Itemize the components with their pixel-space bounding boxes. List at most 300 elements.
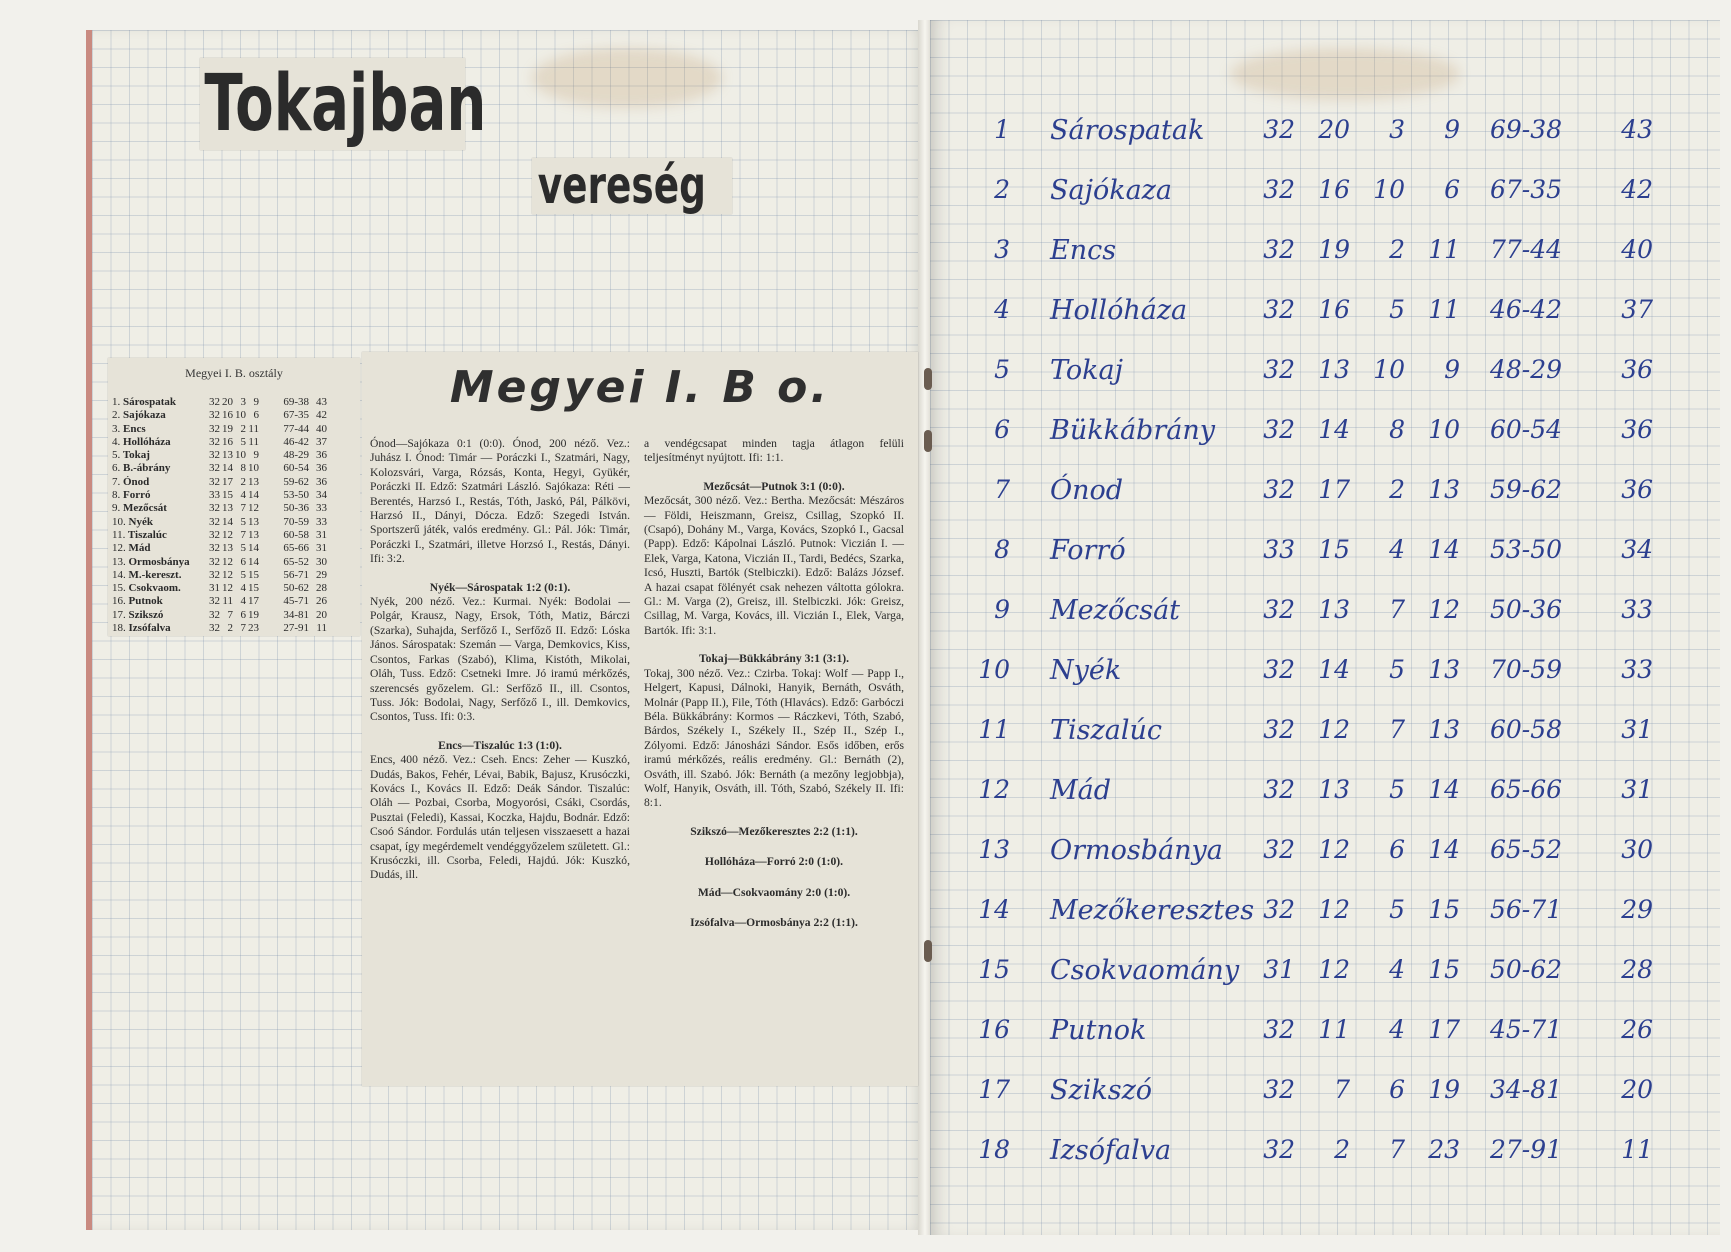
- team-name: Tokaj: [122, 449, 150, 462]
- goals: 50-36: [283, 502, 309, 515]
- hand-p: 32: [1263, 295, 1295, 324]
- hand-w: 15: [1318, 535, 1350, 564]
- hand-l: 11: [1428, 235, 1460, 264]
- hand-team: Szikszó: [1050, 1075, 1153, 1106]
- hand-w: 2: [1334, 1135, 1350, 1164]
- hand-goals: 60-58: [1490, 715, 1563, 744]
- team-cell: [112, 436, 207, 449]
- hand-team: Sajókaza: [1050, 175, 1173, 206]
- points: 33: [316, 502, 327, 515]
- hand-p: 32: [1263, 1015, 1295, 1044]
- hand-team: Tiszalúc: [1050, 715, 1162, 746]
- team-cell: [112, 622, 207, 635]
- hand-pts: 36: [1621, 355, 1653, 384]
- hand-p: 32: [1263, 355, 1295, 384]
- goals: 50-62: [283, 582, 309, 595]
- stat-d: 6: [240, 555, 246, 568]
- position: 8.: [112, 489, 121, 502]
- stat-p: 32: [209, 502, 220, 515]
- team-name: Forró: [123, 489, 151, 502]
- handwritten-row: [955, 715, 1731, 765]
- team-cell: [112, 502, 207, 515]
- team-name: Mezőcsát: [123, 502, 167, 515]
- stat-l: 10: [248, 462, 259, 475]
- team-cell: [112, 409, 207, 422]
- hand-p: 32: [1263, 595, 1295, 624]
- table-row: [108, 423, 360, 436]
- hand-pts: 33: [1621, 655, 1653, 684]
- stat-p: 32: [209, 435, 220, 448]
- headline-clipping-2: [532, 158, 732, 214]
- hand-goals: 65-52: [1490, 835, 1563, 864]
- match-heading: Nyék—Sárospatak 1:2 (0:1).: [429, 580, 571, 594]
- hand-pts: 36: [1621, 475, 1653, 504]
- hand-d: 6: [1389, 835, 1405, 864]
- hand-p: 32: [1263, 835, 1295, 864]
- goals: 60-54: [283, 462, 309, 475]
- table-row: [108, 542, 360, 555]
- hand-d: 7: [1389, 715, 1405, 744]
- stat-l: 23: [248, 622, 259, 635]
- table-row: [108, 609, 360, 622]
- article-paragraph: [370, 581, 630, 725]
- stat-l: 11: [248, 422, 259, 435]
- team-name: Nyék: [128, 515, 153, 528]
- hand-pos: 7: [994, 475, 1010, 504]
- hand-p: 32: [1263, 655, 1295, 684]
- hand-d: 4: [1389, 1015, 1405, 1044]
- goals: 77-44: [283, 422, 309, 435]
- position: 18.: [112, 622, 126, 635]
- position: 12.: [112, 542, 126, 555]
- team-cell: [112, 462, 207, 475]
- hand-pts: 42: [1621, 175, 1653, 204]
- stat-p: 32: [209, 409, 220, 422]
- stat-p: 32: [209, 555, 220, 568]
- match-result: Hollóháza—Forró 2:0 (1:0).: [704, 855, 844, 869]
- hand-team: Tokaj: [1050, 355, 1123, 386]
- points: 33: [316, 515, 327, 528]
- stat-l: 9: [253, 449, 259, 462]
- match-report: Ónod—Sajókaza 0:1 (0:0). Ónod, 200 néző. Vez.: Juhász I. Ónod: Timár — Poráczki I., Szatmári, Nagy, Kolozsvári, Varga, Rózsás, Konta, Hegyi, Gyükér, Poráczki II. Edző: Szatmári László. Sajókaza: Réti — Berentés, Harzsó I., Restás, Tóth, Jaskó, Pál, Pálkövi, Harzsó II., Dányi, Dócza. Edző: Szegedi István. Sportszerű játék, valós eredmény. Gl.: Pál. Jók: Timár, Poráczki I., Szatmári, illetve Horzsó I., Restás, Dányi. Ifi: 3:2.: [370, 437, 630, 566]
- hand-goals: 69-38: [1490, 115, 1563, 144]
- binding-ring: [924, 368, 932, 390]
- hand-team: Mád: [1050, 775, 1112, 806]
- team-cell: [112, 396, 207, 409]
- stat-l: 14: [248, 489, 259, 502]
- hand-goals: 53-50: [1490, 535, 1563, 564]
- hand-team: Bükkábrány: [1050, 415, 1215, 446]
- hand-pts: 20: [1621, 1075, 1653, 1104]
- team-name: Ormosbánya: [128, 555, 190, 568]
- goals: 65-52: [283, 555, 309, 568]
- article-column-2: [644, 437, 904, 946]
- hand-d: 6: [1389, 1075, 1405, 1104]
- hand-w: 14: [1318, 655, 1350, 684]
- hand-p: 32: [1263, 475, 1295, 504]
- stat-d: 7: [240, 622, 246, 635]
- position: 5.: [112, 449, 121, 462]
- hand-pos: 11: [978, 715, 1010, 744]
- hand-w: 19: [1318, 235, 1350, 264]
- hand-p: 32: [1263, 1075, 1295, 1104]
- stat-w: 14: [222, 462, 233, 475]
- hand-d: 7: [1389, 595, 1405, 624]
- goals: 27-91: [283, 622, 309, 635]
- hand-l: 10: [1428, 415, 1460, 444]
- hand-pos: 5: [994, 355, 1010, 384]
- handwritten-standings: [955, 115, 1731, 1195]
- hand-d: 5: [1389, 295, 1405, 324]
- stat-d: 8: [240, 462, 246, 475]
- team-cell: [112, 609, 207, 622]
- stat-l: 15: [248, 582, 259, 595]
- goals: 60-58: [283, 528, 309, 541]
- points: 30: [316, 555, 327, 568]
- points: 11: [316, 622, 327, 635]
- stat-p: 33: [209, 489, 220, 502]
- hand-pts: 40: [1621, 235, 1653, 264]
- hand-l: 13: [1428, 655, 1460, 684]
- handwritten-row: [955, 415, 1731, 465]
- hand-l: 6: [1444, 175, 1460, 204]
- table-row: [108, 622, 360, 635]
- table-row: [108, 462, 360, 475]
- hand-p: 31: [1263, 955, 1295, 984]
- team-cell: [112, 476, 207, 489]
- stat-l: 19: [248, 608, 259, 621]
- hand-d: 10: [1373, 175, 1405, 204]
- stat-w: 16: [222, 435, 233, 448]
- hand-pts: 33: [1621, 595, 1653, 624]
- team-name: M.-kereszt.: [128, 568, 182, 581]
- position: 16.: [112, 595, 126, 608]
- stat-p: 32: [209, 568, 220, 581]
- stat-w: 16: [222, 409, 233, 422]
- handwritten-row: [955, 775, 1731, 825]
- stat-w: 13: [222, 502, 233, 515]
- stat-w: 17: [222, 475, 233, 488]
- hand-pos: 17: [978, 1075, 1010, 1104]
- points: 34: [316, 489, 327, 502]
- hand-pts: 36: [1621, 415, 1653, 444]
- match-result: Szikszó—Mezőkeresztes 2:2 (1:1).: [690, 824, 858, 838]
- stat-d: 10: [235, 409, 246, 422]
- points: 26: [316, 595, 327, 608]
- hand-team: Encs: [1050, 235, 1117, 266]
- stat-w: 12: [222, 555, 233, 568]
- hand-w: 13: [1318, 595, 1350, 624]
- points: 36: [316, 475, 327, 488]
- hand-goals: 77-44: [1490, 235, 1563, 264]
- standings-caption: Megyei I. B. osztály: [185, 366, 283, 380]
- hand-goals: 56-71: [1490, 895, 1563, 924]
- stat-l: 11: [248, 435, 259, 448]
- stat-w: 12: [222, 582, 233, 595]
- hand-p: 32: [1263, 415, 1295, 444]
- hand-goals: 70-59: [1490, 655, 1563, 684]
- hand-team: Sárospatak: [1050, 115, 1205, 146]
- stain: [532, 48, 722, 108]
- goals: 70-59: [283, 515, 309, 528]
- stat-w: 19: [222, 422, 233, 435]
- hand-d: 5: [1389, 775, 1405, 804]
- goals: 45-71: [283, 595, 309, 608]
- hand-l: 14: [1428, 835, 1460, 864]
- hand-pts: 34: [1621, 535, 1653, 564]
- team-cell: [112, 556, 207, 569]
- stat-d: 4: [240, 489, 246, 502]
- hand-w: 12: [1318, 895, 1350, 924]
- handwritten-row: [955, 535, 1731, 585]
- position: 2.: [112, 409, 121, 422]
- handwritten-row: [955, 475, 1731, 525]
- table-row: [108, 595, 360, 608]
- hand-goals: 67-35: [1490, 175, 1563, 204]
- match-heading: Encs—Tiszalúc 1:3 (1:0).: [438, 738, 562, 752]
- hand-pos: 1: [994, 115, 1010, 144]
- stat-d: 5: [240, 435, 246, 448]
- hand-w: 14: [1318, 415, 1350, 444]
- team-name: Sárospatak: [123, 396, 176, 408]
- handwritten-row: [955, 655, 1731, 705]
- hand-l: 12: [1428, 595, 1460, 624]
- handwritten-row: [955, 355, 1731, 405]
- team-name: Ónod: [123, 475, 150, 488]
- handwritten-row: [955, 1075, 1731, 1125]
- stat-l: 12: [248, 502, 259, 515]
- position: 1.: [112, 396, 121, 408]
- stat-p: 32: [209, 422, 220, 435]
- hand-w: 17: [1318, 475, 1350, 504]
- stat-p: 32: [209, 595, 220, 608]
- team-cell: [112, 529, 207, 542]
- hand-d: 2: [1389, 235, 1405, 264]
- hand-w: 16: [1318, 175, 1350, 204]
- position: 4.: [112, 435, 121, 448]
- hand-l: 9: [1444, 355, 1460, 384]
- hand-goals: 65-66: [1490, 775, 1563, 804]
- binding-ring: [924, 430, 932, 452]
- table-row: [108, 556, 360, 569]
- headline-clipping-1: [200, 58, 487, 150]
- stat-w: 12: [222, 568, 233, 581]
- hand-p: 32: [1263, 1135, 1295, 1164]
- hand-team: Ónod: [1050, 475, 1124, 506]
- team-cell: [112, 449, 207, 462]
- match-report: Tokaj, 300 néző. Vez.: Czirba. Tokaj: Wolf — Papp I., Helgert, Kapusi, Dálnoki, Hanyik, Bernáth, Osváth, Molnár (Papp II.), File, Tóth (Hlavács). Edző: Garbóczi Béla. Bükkábrány: Kormos — Ráczkevi, Tóth, Szabó, Bárdos, Székely I., Székely II., Szép II., Szép I., Zólyomi. Edző: Jánosházi Sándor. Esős időben, erős iramú mérkőzés, reális eredmény. Gl.: Bernáth (2), Osváth, ill. Szabó. Jók: Bernáth (a mezőny legjobbja), Wolf, Hanyik, Osváth, ill. Tóth, Szabó, Székely II. Ifi: 8:1.: [644, 666, 904, 810]
- stat-w: 14: [222, 515, 233, 528]
- hand-team: Forró: [1050, 535, 1126, 566]
- stat-d: 5: [240, 542, 246, 555]
- stat-l: 14: [248, 542, 259, 555]
- handwritten-row: [955, 955, 1731, 1005]
- article-paragraph: [370, 437, 630, 567]
- team-name: Szikszó: [128, 608, 164, 621]
- hand-goals: 46-42: [1490, 295, 1563, 324]
- stat-d: 3: [240, 396, 246, 408]
- position: 13.: [112, 555, 126, 568]
- standings-clipping: [108, 358, 360, 636]
- handwritten-row: [955, 295, 1731, 345]
- goals: 59-62: [283, 475, 309, 488]
- team-name: Csokvaom.: [128, 582, 181, 595]
- stat-l: 6: [253, 409, 259, 422]
- hand-pos: 4: [994, 295, 1010, 324]
- stat-p: 32: [209, 608, 220, 621]
- match-result: Izsófalva—Ormosbánya 2:2 (1:1).: [690, 915, 858, 929]
- stat-d: 5: [240, 515, 246, 528]
- stat-p: 32: [209, 449, 220, 462]
- handwritten-row: [955, 115, 1731, 165]
- stat-l: 14: [248, 555, 259, 568]
- hand-d: 4: [1389, 955, 1405, 984]
- team-name: Sajókaza: [123, 409, 166, 422]
- position: 17.: [112, 608, 126, 621]
- team-name: Hollóháza: [123, 435, 171, 448]
- binding-ring: [924, 940, 932, 962]
- stat-p: 32: [209, 622, 220, 635]
- hand-goals: 45-71: [1490, 1015, 1563, 1044]
- points: 20: [316, 608, 327, 621]
- match-report: Nyék, 200 néző. Vez.: Kurmai. Nyék: Bodolai — Polgár, Krausz, Nagy, Ersok, Tóth, Matiz, Bárczi (Szarka), Suhajda, Serfőző I., Serfőző II. Edző: Lóska János. Sárospatak: Szemán — Varga, Demkovics, Kiss, Csontos, Farkas (Szabó), Klima, Kistóth, Mikolai, Oláh, Tuss. Edző: Csetneki Imre. Jó iramú mérkőzés, szerencsés győzelem. Gl.: Serfőző II., ill. Csontos, Tuss. Jók: Bodolai, Nagy, Serfőző I., ill. Demkovics, Csontos, Tuss. Ifi: 0:3.: [370, 595, 630, 724]
- match-report: a vendégcsapat minden tagja átlagon felüli teljesítményt nyújtott. Ifi: 1:1.: [644, 437, 904, 465]
- hand-l: 14: [1428, 535, 1460, 564]
- handwritten-row: [955, 175, 1731, 225]
- table-row: [108, 569, 360, 582]
- hand-team: Putnok: [1050, 1015, 1147, 1046]
- hand-l: 13: [1428, 475, 1460, 504]
- hand-team: Mezőkeresztes: [1050, 895, 1255, 926]
- team-cell: [112, 595, 207, 608]
- table-row: [108, 476, 360, 489]
- hand-l: 9: [1444, 115, 1460, 144]
- team-cell: [112, 569, 207, 582]
- table-row: [108, 449, 360, 462]
- hand-team: Csokvaomány: [1050, 955, 1240, 986]
- hand-l: 15: [1428, 895, 1460, 924]
- hand-d: 8: [1389, 415, 1405, 444]
- position: 10.: [112, 515, 126, 528]
- headline-line2: vereség: [537, 156, 706, 216]
- team-name: Encs: [123, 422, 146, 435]
- stat-d: 5: [240, 568, 246, 581]
- hand-pos: 16: [978, 1015, 1010, 1044]
- hand-goals: 34-81: [1490, 1075, 1563, 1104]
- goals: 65-66: [283, 542, 309, 555]
- table-row: [108, 436, 360, 449]
- table-row: [108, 396, 360, 409]
- hand-pos: 9: [994, 595, 1010, 624]
- points: 31: [316, 542, 327, 555]
- stat-p: 31: [209, 582, 220, 595]
- points: 40: [316, 422, 327, 435]
- article-paragraph: [644, 652, 904, 810]
- table-row: [108, 489, 360, 502]
- stat-w: 11: [222, 595, 233, 608]
- stat-p: 32: [209, 515, 220, 528]
- points: 42: [316, 409, 327, 422]
- hand-pos: 6: [994, 415, 1010, 444]
- stat-l: 9: [253, 396, 259, 408]
- team-cell: [112, 542, 207, 555]
- hand-w: 20: [1318, 115, 1350, 144]
- hand-pts: 30: [1621, 835, 1653, 864]
- hand-p: 32: [1263, 895, 1295, 924]
- match-report: Encs, 400 néző. Vez.: Cseh. Encs: Zeher — Kuszkó, Dudás, Bakos, Fehér, Lévai, Babik, Bajusz, Krusóczki, Kovács I., Kovács II. Edző: Deák Sándor. Tiszalúc: Oláh — Pozbai, Csorba, Mogyorósi, Csáki, Csordás, Pusztai (Feledi), Kassai, Koczka, Hajdu, Bodnár. Edző: Csoó Sándor. Fordulás után teljesen visszaesett a hazai csapat, így megérdemelt vendéggyőzelem született. Gl.: Krusóczki, ill. Csorba, Feledi, Hajdú. Jók: Kuszkó, Dudás, ill.: [370, 753, 630, 882]
- goals: 48-29: [283, 449, 309, 462]
- team-name: Mád: [128, 542, 151, 555]
- table-row: [108, 529, 360, 542]
- hand-pos: 14: [978, 895, 1010, 924]
- stat-d: 2: [240, 422, 246, 435]
- goals: 34-81: [283, 608, 309, 621]
- hand-d: 10: [1373, 355, 1405, 384]
- handwritten-row: [955, 895, 1731, 945]
- goals: 69-38: [283, 396, 309, 408]
- article-paragraph: [644, 437, 904, 466]
- hand-w: 12: [1318, 835, 1350, 864]
- hand-w: 16: [1318, 295, 1350, 324]
- hand-pts: 37: [1621, 295, 1653, 324]
- hand-p: 32: [1263, 235, 1295, 264]
- stat-d: 7: [240, 528, 246, 541]
- hand-pos: 15: [978, 955, 1010, 984]
- hand-d: 7: [1389, 1135, 1405, 1164]
- team-cell: [112, 489, 207, 502]
- hand-l: 15: [1428, 955, 1460, 984]
- team-name: B.-ábrány: [123, 462, 171, 475]
- position: 11.: [112, 528, 126, 541]
- hand-l: 19: [1428, 1075, 1460, 1104]
- hand-w: 12: [1318, 715, 1350, 744]
- position: 9.: [112, 502, 121, 515]
- stat-p: 32: [209, 475, 220, 488]
- stat-d: 4: [240, 595, 246, 608]
- hand-d: 3: [1389, 115, 1405, 144]
- hand-goals: 59-62: [1490, 475, 1563, 504]
- points: 36: [316, 449, 327, 462]
- team-name: Putnok: [128, 595, 163, 608]
- match-report: Mezőcsát, 300 néző. Vez.: Bertha. Mezőcsát: Mészáros — Földi, Heiszmann, Greisz, Csillag, Szopkó II. (Csapó), Dohány M., Varga, Kovács, Szopkó I., Gacsal (Papp). Edző: Kápolnai László. Putnok: Viczián I. — Elek, Varga, Katona, Viczián II., Tardi, Bedécs, Szarka, Icsó, Huszti, Bartók (Stelbiczki). Edző: Balázs József. A hazai csapat fölényét csak nehezen váltotta gólokra. Gl.: M. Varga (2), Greisz, ill. Stelbiczki. Jók: Greisz, Csillag, M. Varga, Kovács, ill. Viczián I., Elek, Varga, Bartók. Ifi: 3:1.: [644, 494, 904, 637]
- stat-d: 6: [240, 608, 246, 621]
- hand-pts: 11: [1621, 1135, 1653, 1164]
- points: 43: [316, 396, 327, 408]
- stat-l: 17: [248, 595, 259, 608]
- stat-w: 20: [222, 396, 233, 408]
- team-name: Tiszalúc: [127, 528, 167, 541]
- standings-rows: [108, 396, 360, 635]
- stat-w: 13: [222, 542, 233, 555]
- article-paragraph: [644, 480, 904, 638]
- hand-w: 11: [1318, 1015, 1350, 1044]
- stat-l: 13: [248, 475, 259, 488]
- hand-l: 17: [1428, 1015, 1460, 1044]
- goals: 67-35: [283, 409, 309, 422]
- hand-goals: 48-29: [1490, 355, 1563, 384]
- stat-d: 4: [240, 582, 246, 595]
- hand-team: Hollóháza: [1050, 295, 1188, 326]
- table-row: [108, 409, 360, 422]
- points: 37: [316, 435, 327, 448]
- table-row: [108, 502, 360, 515]
- hand-d: 2: [1389, 475, 1405, 504]
- article-paragraph: [370, 739, 630, 883]
- team-cell: [112, 516, 207, 529]
- handwritten-row: [955, 1015, 1731, 1065]
- handwritten-row: [955, 235, 1731, 285]
- article-title: Megyei I. B o.: [449, 362, 831, 413]
